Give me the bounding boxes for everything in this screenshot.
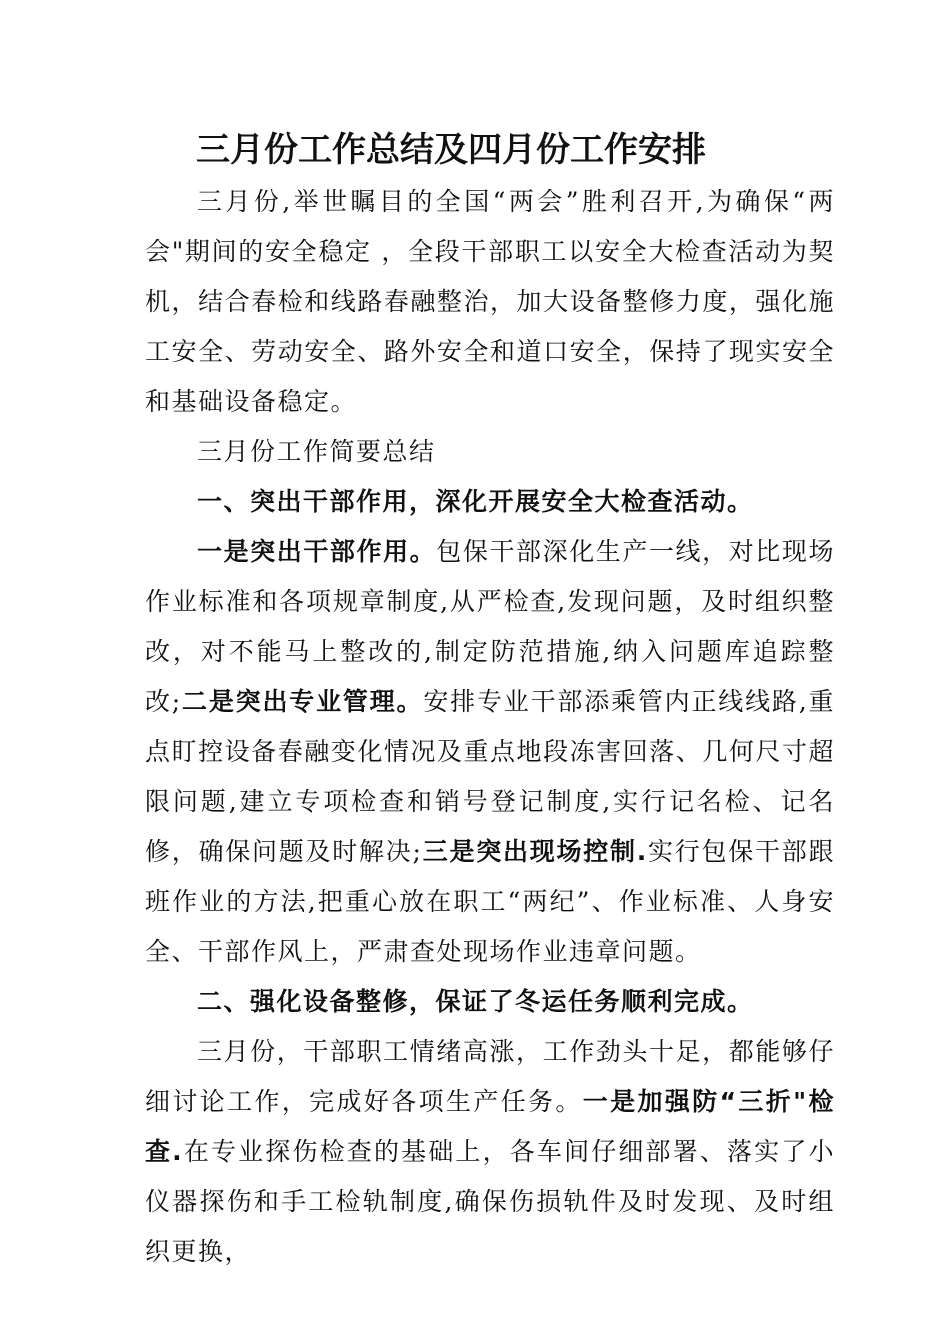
section1-item2-text: 安排专业干部添乘管内正线线路,重点盯控设备春融变化情况及重点地段冻害回落、几何尺寸超限问题,建立专项检查和销号登记制度,实行记名检、记名修，确保问题及时解决; [145,687,835,866]
section1-item3-text: 实行包保干部跟班作业的方法,把重心放在职工“两纪”、作业标准、人身安全、干部作风上，严肃查处现场作业违章问题。 [145,837,835,966]
section2-heading: 二、强化设备整修，保证了冬运任务顺利完成。 [197,987,754,1016]
section1-heading: 一、突出干部作用，深化开展安全大检查活动。 [197,487,754,516]
section2-item1-label: 一是加强防“三折"检查. [145,1087,835,1166]
section1-item1-label: 一是突出干部作用。 [197,537,437,566]
section2-text: 三月份，干部职工情绪高涨，工作劲头十足，都能够仔细讨论工作，完成好各项生产任务。 [145,1037,835,1116]
section1-item3-label: 三是突出现场控制. [422,837,648,866]
summary-heading: 三月份工作简要总结 [197,437,436,466]
section1-item2-label: 二是突出专业管理。 [181,687,424,716]
section1-item1-text: 包保干部深化生产一线，对比现场作业标准和各项规章制度,从严检查,发现问题，及时组织整改，对不能马上整改的,制定防范措施,纳入问题库追踪整改; [145,537,835,716]
document-title: 三月份工作总结及四月份工作安排 [196,130,706,170]
intro-paragraph: 三月份,举世瞩目的全国“两会”胜利召开,为确保“两会"期间的安全稳定 ，全段干部职工以安全大检查活动为契机，结合春检和线路春融整治，加大设备整修力度，强化施工安全、劳动安全、路外安全和道口安全，保持了现实安全和基础设备稳定。 [145,187,835,416]
document-body [145,177,835,1277]
section1-paragraph [145,527,835,977]
section2-paragraph [145,1027,835,1277]
section2-item1-text: 在专业探伤检查的基础上，各车间仔细部署、落实了小仪器探伤和手工检轨制度,确保伤损轨件及时发现、及时组织更换， [145,1137,835,1266]
